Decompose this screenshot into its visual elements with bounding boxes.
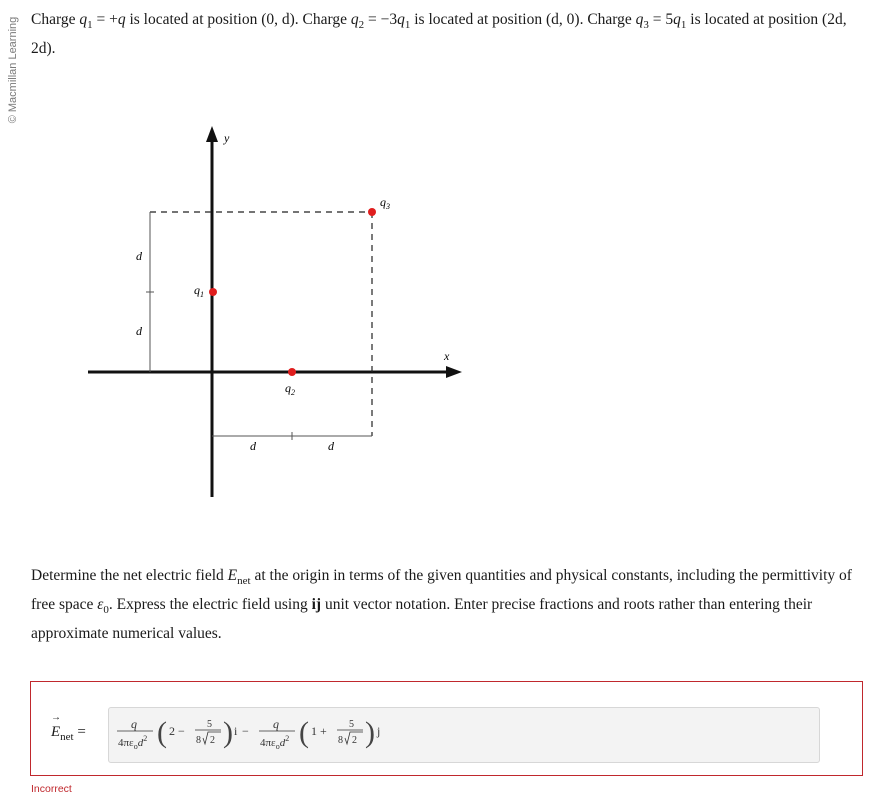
svg-text:5: 5 [349, 719, 354, 730]
y-axis-arrow [206, 126, 218, 142]
y-axis-label: y [224, 131, 230, 145]
status-incorrect: Incorrect [31, 783, 72, 795]
label-q1: $q_1$ [194, 283, 204, 299]
svg-text:q: q [273, 717, 279, 731]
svg-text:4πεod2: $4\pi\varepsilon_od^2$ [260, 734, 290, 751]
charge-q2-dot [288, 368, 296, 376]
answer-box [30, 681, 863, 776]
d-label-upper: d [136, 249, 142, 263]
answer-expression [109, 708, 821, 764]
svg-text:8: 8 [196, 735, 201, 746]
label-q3: $q_3$ [380, 195, 390, 211]
svg-text:5: 5 [207, 719, 212, 730]
answer-input[interactable] [108, 707, 820, 763]
svg-text:1 +: 1 + [311, 724, 327, 738]
svg-text:): ) [365, 716, 375, 749]
enet-label: → $E_{net}$ = [51, 724, 86, 743]
svg-text:2: 2 [210, 735, 215, 746]
svg-text:2: 2 [352, 735, 357, 746]
svg-text:q: q [131, 717, 137, 731]
svg-text:8: 8 [338, 735, 343, 746]
label-q2: $q_2$ [285, 381, 295, 397]
question-text: Determine the net electric field $E_{net}$ at the origin in terms of the given quantities and physical constants, including the permittivity of free space $\varepsilon_0$. Express the electric field using ij unit vector notation. Enter precise fractions and roots rather than entering their approximate numerical values. [31, 567, 852, 643]
svg-text:i: i [234, 724, 238, 738]
svg-text:2 −: 2 − [169, 724, 185, 738]
copyright-credit: © Macmillan Learning [7, 16, 19, 124]
charge-q3-dot [368, 208, 376, 216]
svg-text:(: ( [299, 716, 309, 749]
d-label-lower: d [136, 324, 142, 338]
x-axis-arrow [446, 366, 462, 378]
d-label-left-bottom: d [250, 439, 256, 453]
svg-text:4πεod2: $4\pi\varepsilon_od^2$ [118, 734, 148, 751]
svg-text:j: j [377, 724, 381, 738]
x-axis-label: x [444, 349, 450, 363]
charge-q1-dot [209, 288, 217, 296]
svg-text:−: − [242, 724, 249, 738]
problem-statement: Charge $q_1 = +q$ is located at position (0, d). Charge $q_2 = -3q_1$ is located at position (d, 0). Charge $q_3 = 5q_1$ is located at position (2d, 2d). [31, 11, 847, 58]
svg-text:(: ( [157, 716, 167, 749]
d-label-right-bottom: d [328, 439, 334, 453]
svg-text:): ) [223, 716, 233, 749]
